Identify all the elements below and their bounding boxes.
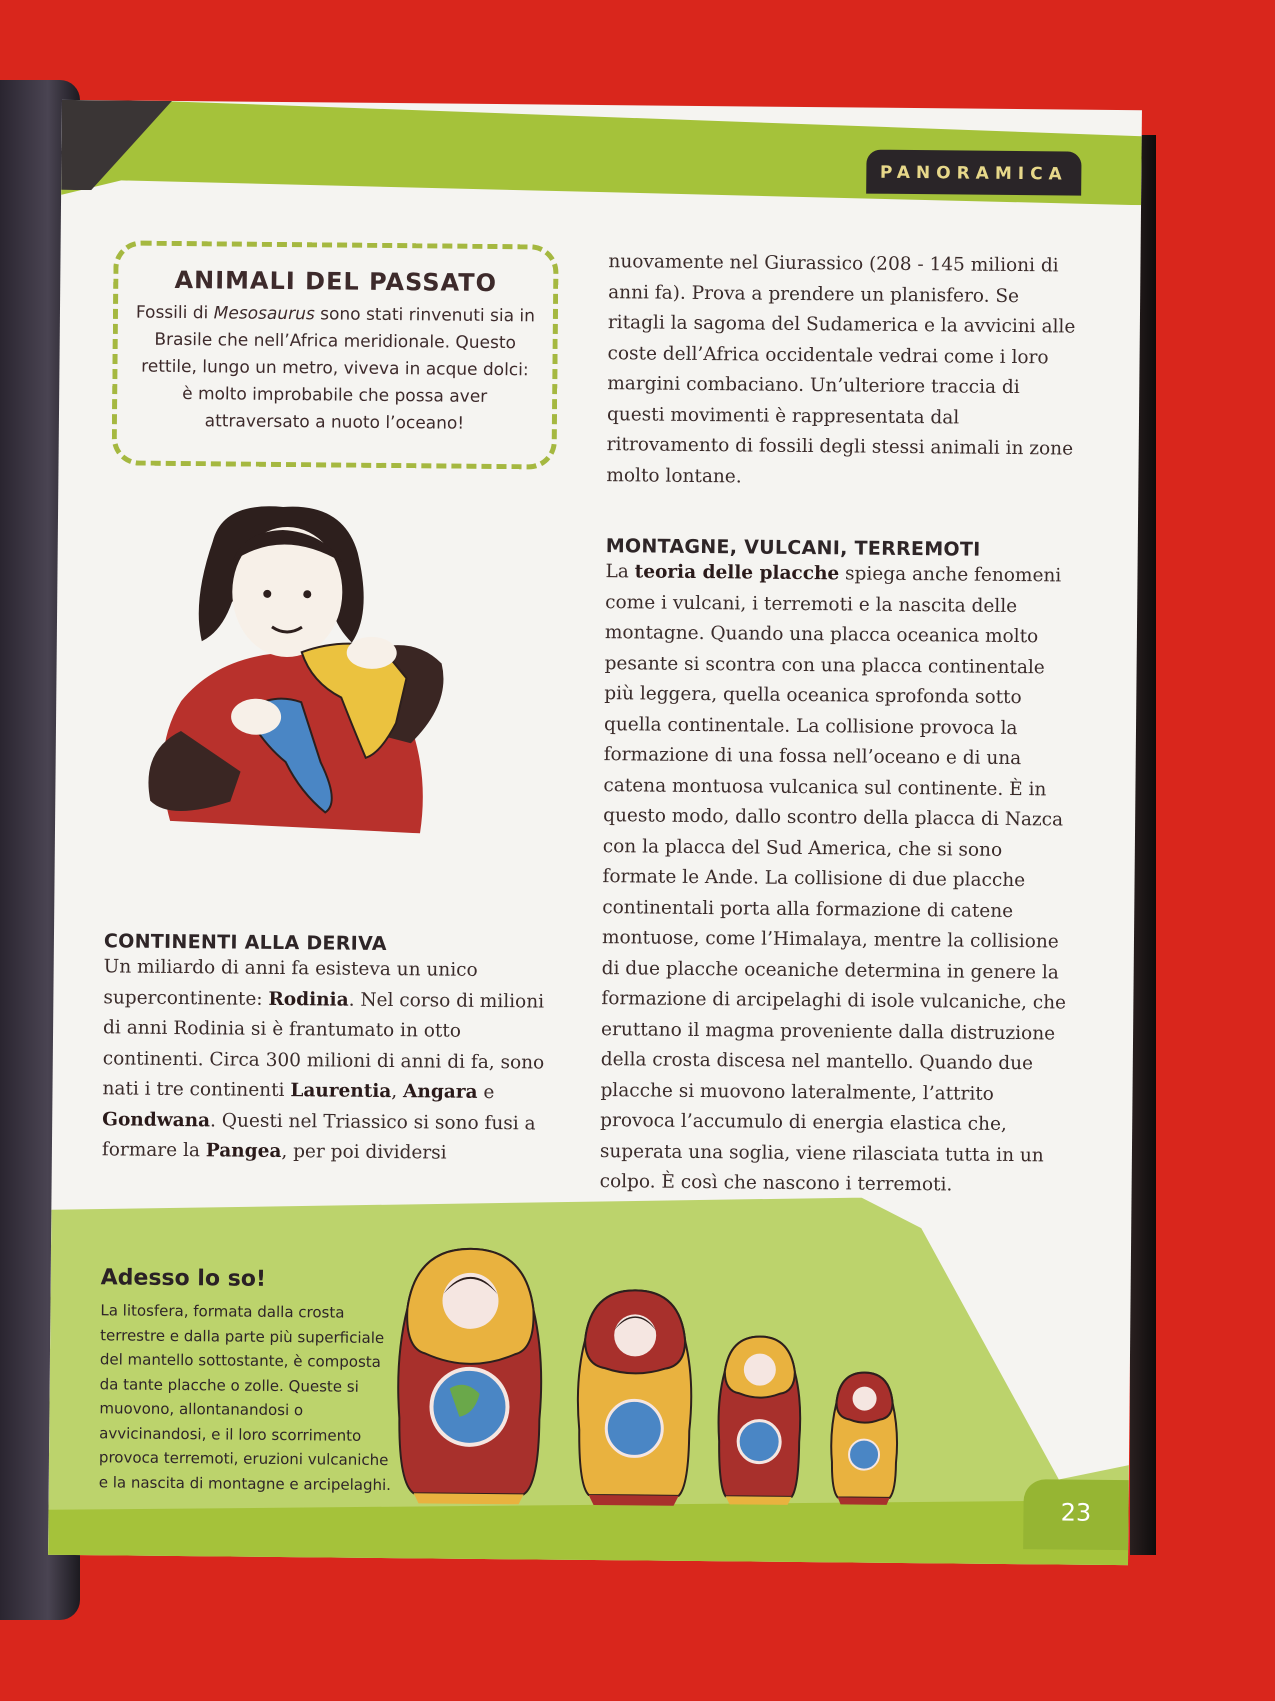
adesso-title: Adesso lo so! [100, 1265, 267, 1292]
adesso-box [99, 1265, 401, 1497]
heading-montagne: MONTAGNE, VULCANI, TERREMOTI [605, 535, 981, 561]
paragraph-montagne: La teoria delle placche spiega anche fenomeni come i vulcani, i terremoti e la nascita delle montagne. Quando una placca oceanica molto pesante si scontra con una placca continentale più leggera, quella oceanica sprofonda sotto quella continentale. La collisione provoca la formazione di una fossa nell’oceano e di una catena montuosa vulcanica sul continente. È in questo modo, dallo scontro della placca di Nazca con la placca del Sud America, che si sono formate le Ande. La collisione di due placche continentali porta alla formazione di catene montuose, come l’Himalaya, mentre la collisione di due placche oceaniche determina in genere la formazione di arcipelaghi di isole vulcaniche, che eruttano il magma proveniente dalla distruzione della crosta discesa nel mantello. Quando due placche si muovono lateralmente, l’attrito provoca l’accumulo di energia elastica che, superata una soglia, viene rilasciata tutta in un colpo. È così che nascono i terremoti. [599, 561, 1067, 1196]
person-with-continents-illustration [140, 501, 463, 834]
info-box-title: ANIMALI DEL PASSATO [174, 265, 498, 298]
info-box-text: Fossili di Mesosaurus sono stati rinvenuti sia in Brasile che nell’Africa meridionale. Questo rettile, lungo un metro, viveva in acque dolci: è molto improbabile che possa aver attraversato a nuoto l’oceano! [135, 302, 536, 434]
doll-large [397, 1248, 542, 1504]
section-continenti [102, 930, 564, 1170]
paragraph-giurassico: nuovamente nel Giurassico (208 - 145 milioni di anni fa). Prova a prendere un planisfero. Se ritagli la sagoma del Sudamerica e la avvicini alle coste dell’Africa occidentale vedrai come i loro margini combaciano. Un’ulteriore traccia di questi movimenti è rappresentata dal ritrovamento di fossili degli stessi animali in zone molto lontane. [606, 251, 1076, 487]
right-column-top [606, 247, 1078, 496]
section-montagne [599, 535, 1075, 1202]
book-page [48, 100, 1142, 1565]
doll-small [718, 1336, 801, 1505]
adesso-text: La litosfera, formata dalla crosta terrestre e dalla parte più superficiale del mantello sottostante, è composta da tante placche o zolle. Queste si muovono, allontanandosi o avvicinandosi, e il loro scorrimento provoca terremoti, eruzioni vulcaniche e la nascita di montagne e arcipelaghi. [98, 1301, 392, 1494]
heading-continenti: CONTINENTI ALLA DERIVA [103, 930, 387, 956]
page-number: 23 [1023, 1479, 1129, 1550]
section-tab: PANORAMICA [866, 150, 1081, 196]
paragraph-continenti: Un miliardo di anni fa esisteva un unico supercontinente: Rodinia. Nel corso di milioni di anni Rodinia si è frantumato in otto continenti. Circa 300 milioni di anni di fa, sono nati i tre continenti Laurentia, Angara e Gondwana. Questi nel Triassico si sono fusi a formare la Pangea, per poi dividersi [101, 956, 545, 1164]
matryoshka-dolls-illustration [394, 1238, 917, 1513]
doll-medium [577, 1290, 692, 1506]
doll-tiny [831, 1372, 898, 1505]
info-box [112, 240, 559, 469]
